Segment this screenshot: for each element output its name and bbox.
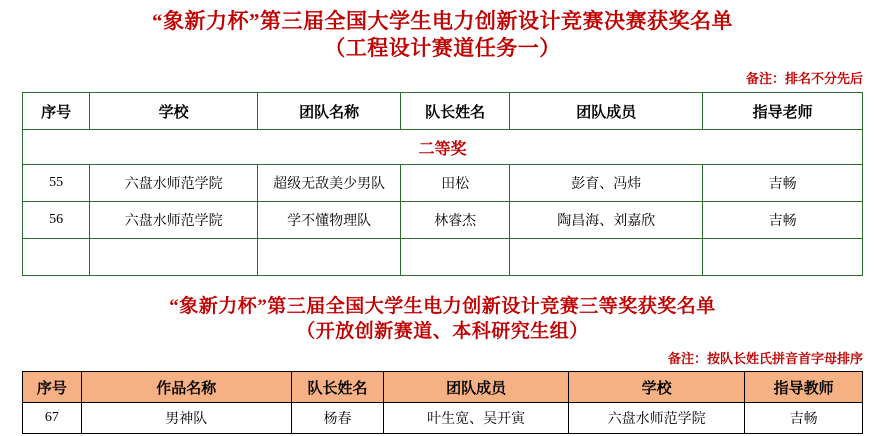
cell-school: 六盘水师范学院 (90, 202, 258, 239)
cell-no: 56 (23, 202, 90, 239)
section2-table (22, 371, 863, 434)
section1-table-wrap (0, 92, 885, 276)
award-label: 二等奖 (23, 130, 863, 165)
cell-no: 55 (23, 165, 90, 202)
cell-teacher: 吉畅 (745, 403, 863, 434)
cell-empty (90, 239, 258, 276)
cell-empty (23, 239, 90, 276)
col-header-school: 学校 (90, 93, 258, 130)
col-header-teacher: 指导教师 (745, 372, 863, 403)
cell-team: 超级无敌美少男队 (258, 165, 401, 202)
cell-no: 67 (23, 403, 82, 434)
cell-empty (400, 239, 509, 276)
cell-members: 彭育、冯炜 (510, 165, 703, 202)
col-header-school: 学校 (568, 372, 744, 403)
cell-empty (510, 239, 703, 276)
cell-members: 陶昌海、刘嘉欣 (510, 202, 703, 239)
col-header-leader: 队长姓名 (400, 93, 509, 130)
cell-school: 六盘水师范学院 (90, 165, 258, 202)
table-header-row (23, 372, 863, 403)
cell-members: 叶生宽、吴开寅 (384, 403, 569, 434)
cell-teacher: 吉畅 (703, 202, 863, 239)
section1-title (0, 0, 885, 62)
section2-title (0, 294, 885, 344)
col-header-work: 作品名称 (81, 372, 291, 403)
section2-note: 备注：按队长姓氏拼音首字母排序 (667, 351, 863, 366)
cell-empty (703, 239, 863, 276)
table-row (23, 202, 863, 239)
cell-leader: 林睿杰 (400, 202, 509, 239)
section1-title-line-1: “象新力杯”第三届全国大学生电力创新设计竞赛决赛获奖名单 (152, 9, 733, 33)
col-header-teacher: 指导老师 (703, 93, 863, 130)
section1-note: 备注：排名不分先后 (745, 71, 863, 86)
award-group-row (23, 130, 863, 165)
section2-title-line-1: “象新力杯”第三届全国大学生电力创新设计竞赛三等奖获奖名单 (169, 296, 716, 317)
table-row-empty (23, 239, 863, 276)
section2-note-row (0, 348, 885, 368)
col-header-no: 序号 (23, 372, 82, 403)
cell-team: 学不懂物理队 (258, 202, 401, 239)
table-row (23, 165, 863, 202)
col-header-leader: 队长姓名 (291, 372, 383, 403)
section2-table-wrap (0, 371, 885, 434)
col-header-members: 团队成员 (384, 372, 569, 403)
table-header-row (23, 93, 863, 130)
section1-table (22, 92, 863, 276)
section1-title-line-2: （工程设计赛道任务一） (324, 36, 561, 60)
col-header-team: 团队名称 (258, 93, 401, 130)
cell-school: 六盘水师范学院 (568, 403, 744, 434)
section1-note-row (0, 68, 885, 88)
col-header-no: 序号 (23, 93, 90, 130)
col-header-members: 团队成员 (510, 93, 703, 130)
table-row (23, 403, 863, 434)
cell-leader: 田松 (400, 165, 509, 202)
cell-work: 男神队 (81, 403, 291, 434)
cell-leader: 杨春 (291, 403, 383, 434)
cell-teacher: 吉畅 (703, 165, 863, 202)
section2-title-line-2: （开放创新赛道、本科研究生组） (296, 321, 589, 342)
cell-empty (258, 239, 401, 276)
